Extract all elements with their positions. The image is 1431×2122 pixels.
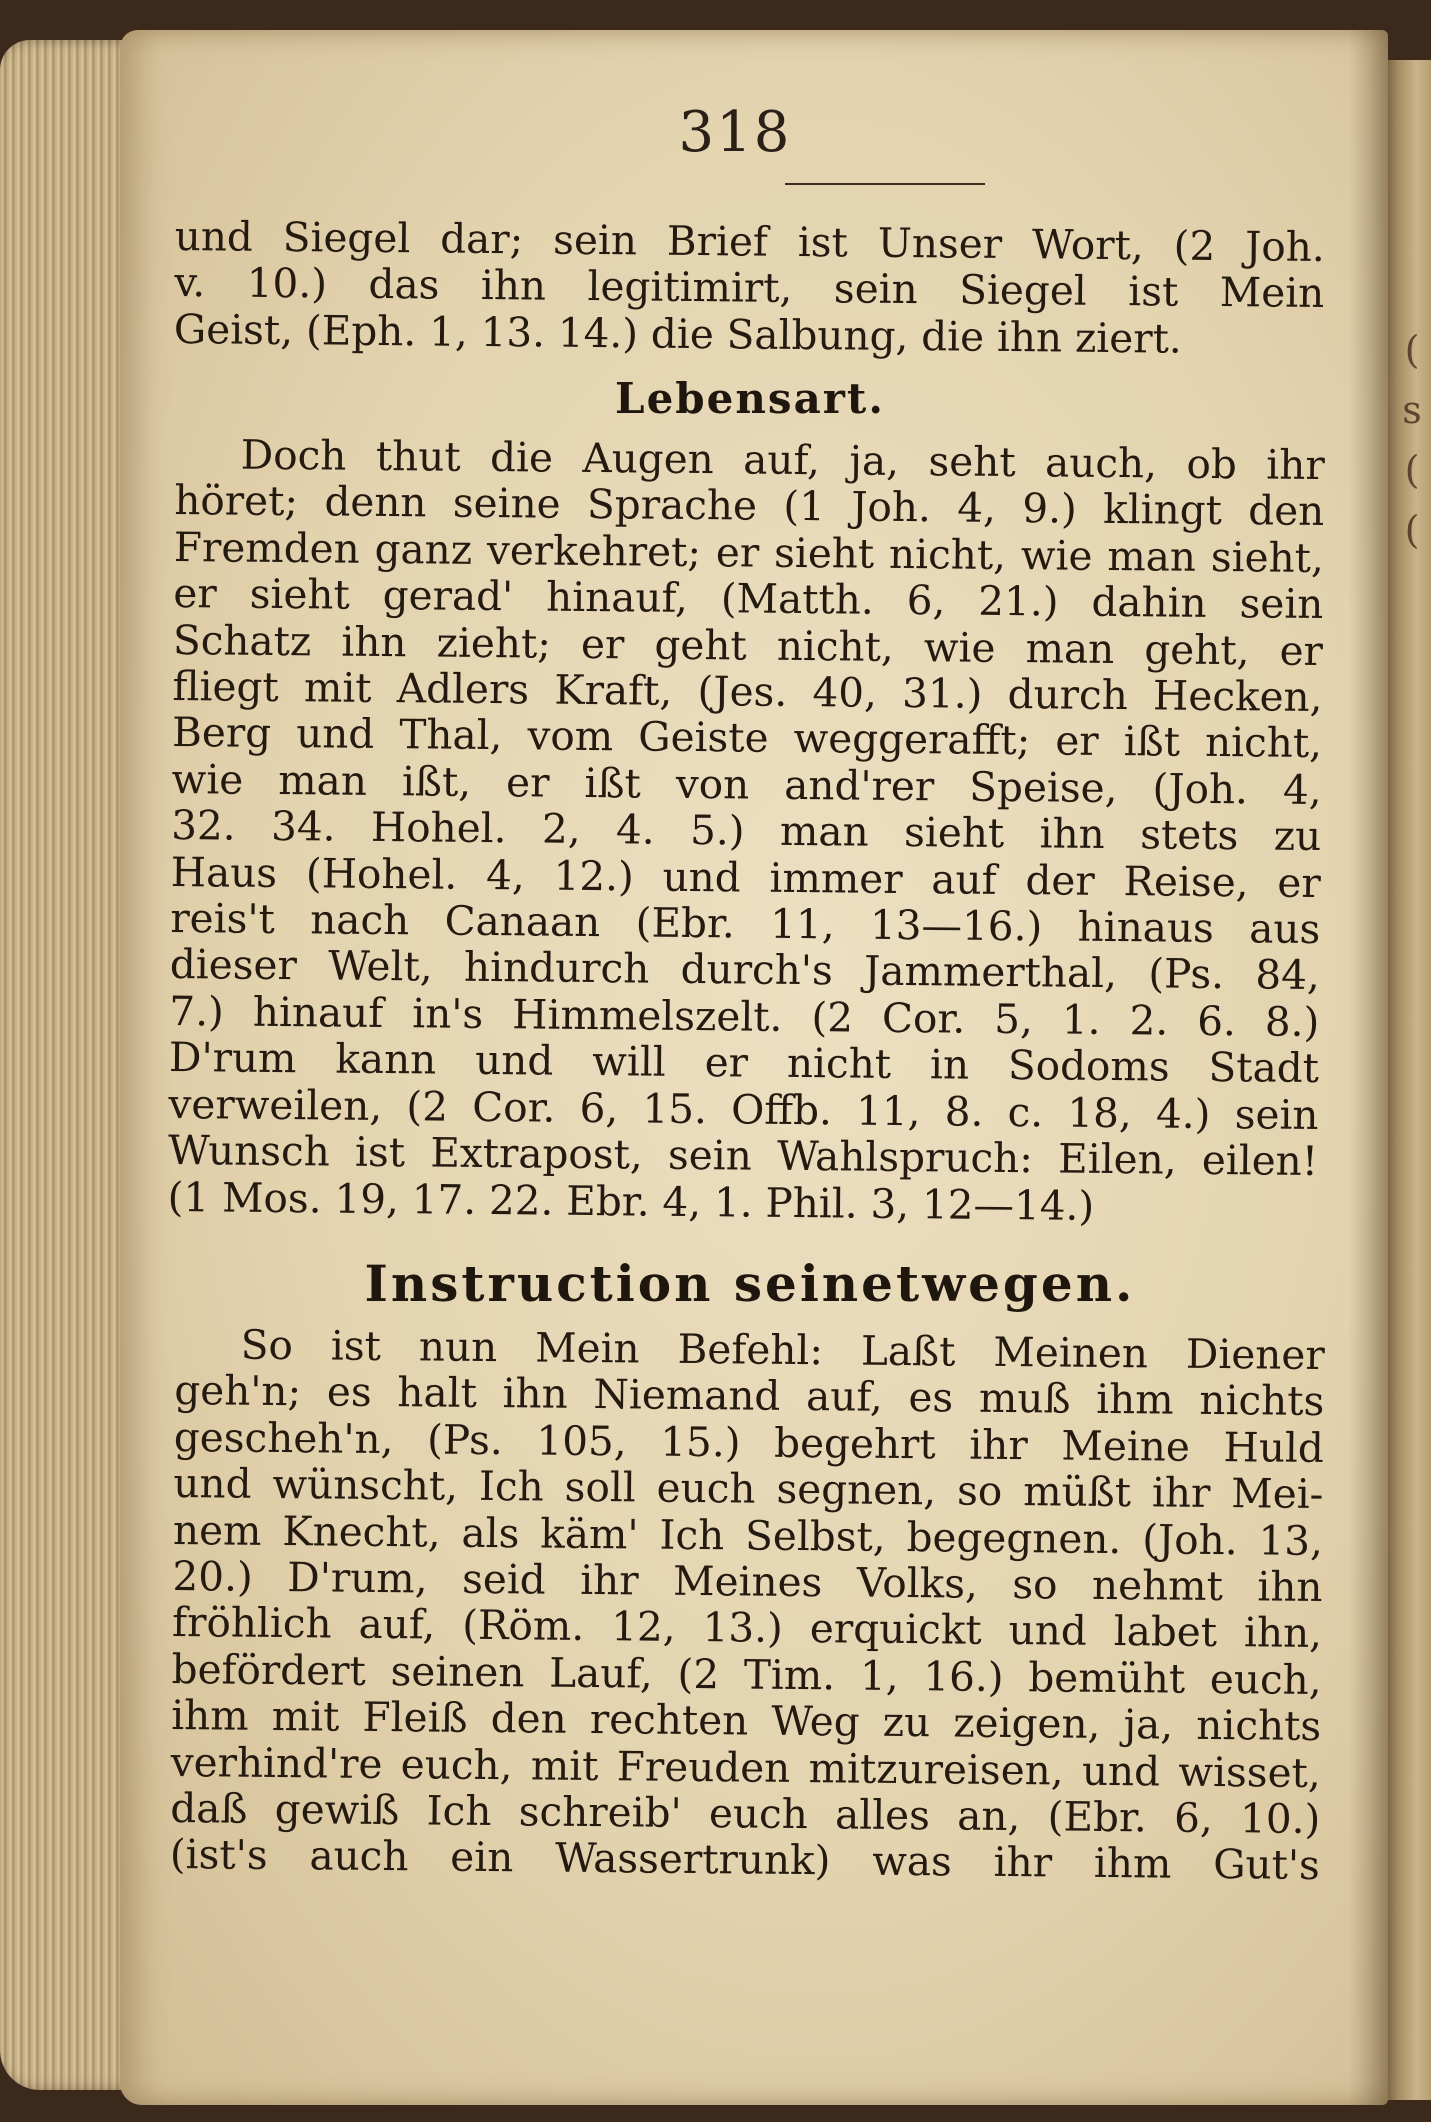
- facing-mark: (: [1404, 328, 1420, 372]
- text-line: (1 Mos. 19, 17. 22. Ebr. 4, 1. Phil. 3, 12—14.): [167, 1172, 1095, 1230]
- top-paragraph: [174, 213, 1325, 363]
- text-line: und Siegel dar; sein Brief ist Unser Wort, (2 Joh.: [174, 212, 1325, 272]
- text-line: fliegt mit Adlers Kraft, (Jes. 40, 31.) durch Hecken,: [172, 662, 1323, 722]
- text-line: Geist, (Eph. 1, 13. 14.) die Salbung, die ihn ziert.: [173, 304, 1182, 363]
- text-line: 32. 34. Hohel. 2, 4. 5.) man sieht ihn stets zu: [170, 801, 1322, 861]
- text-line: 7.) hinauf in's Himmelszelt. (2 Cor. 5, 1. 2. 6. 8.): [169, 987, 1320, 1047]
- text-line: ihm mit Fleiß den rechten Weg zu zeigen, ja, nichts: [170, 1691, 1322, 1751]
- page-number-rule: [785, 183, 985, 185]
- text-line: gescheh'n, (Ps. 105, 15.) begehrt ihr Meine Huld: [173, 1412, 1325, 1472]
- text-line: So ist nun Mein Befehl: Laßt Meinen Diener: [240, 1320, 1325, 1380]
- text-line: befördert seinen Lauf, (2 Tim. 1, 16.) bemüht euch,: [171, 1644, 1322, 1704]
- text-line: Berg und Thal, vom Geiste weggerafft; er ißt nicht,: [171, 708, 1323, 768]
- spine-shadow: [1348, 30, 1388, 2105]
- section-lebensart-body: [167, 431, 1325, 1231]
- section-heading-lebensart: Lebensart.: [615, 374, 885, 424]
- text-line: höret; denn seine Sprache (1 Joh. 4, 9.) klingt den: [174, 476, 1325, 536]
- text-line: (ist's auch ein Wassertrunk) was ihr ihm Gut's: [169, 1830, 1321, 1890]
- text-line: dieser Welt, hindurch durch's Jammerthal, (Ps. 84,: [169, 940, 1321, 1000]
- facing-mark: (: [1404, 448, 1420, 492]
- text-line: verhind're euch, mit Freuden mitzureisen, und wisset,: [170, 1737, 1321, 1797]
- page-content: [167, 100, 1325, 1890]
- text-line: und wünscht, Ich soll euch segnen, so müßt ihr Mei-: [173, 1459, 1324, 1519]
- facing-mark: (: [1404, 508, 1420, 552]
- text-line: v. 10.) das ihn legitimirt, sein Siegel ist Mein: [174, 258, 1325, 318]
- text-line: 20.) D'rum, seid ihr Meines Volks, so nehmt ihn: [172, 1552, 1323, 1612]
- text-line: Doch thut die Augen auf, ja, seht auch, ob ihr: [240, 430, 1325, 490]
- facing-mark: s: [1402, 388, 1422, 432]
- text-line: daß gewiß Ich schreib' euch alles an, (Ebr. 6, 10.): [170, 1784, 1321, 1844]
- text-line: wie man ißt, er ißt von and'rer Speise, (Joh. 4,: [171, 755, 1322, 815]
- text-line: nem Knecht, als käm' Ich Selbst, begegnen. (Joh. 13,: [172, 1505, 1324, 1565]
- facing-page-edge: [1383, 60, 1431, 2100]
- text-line: Schatz ihn zieht; er geht nicht, wie man geht, er: [172, 615, 1324, 675]
- text-line: Haus (Hohel. 4, 12.) und immer auf der Reise, er: [170, 847, 1321, 907]
- text-line: D'rum kann und will er nicht in Sodoms Stadt: [168, 1033, 1320, 1093]
- text-line: Fremden ganz verkehret; er sieht nicht, wie man sieht,: [173, 523, 1325, 583]
- text-line: verweilen, (2 Cor. 6, 15. Offb. 11, 8. c. 18, 4.) sein: [168, 1079, 1319, 1139]
- text-line: fröhlich auf, (Röm. 12, 13.) erquickt und labet ihn,: [171, 1598, 1323, 1658]
- section-heading-instruction: Instruction seinetwegen.: [364, 1254, 1136, 1314]
- text-line: reis't nach Canaan (Ebr. 11, 13—16.) hinaus aus: [170, 894, 1321, 954]
- text-line: geh'n; es halt ihn Niemand auf, es muß ihm nichts: [174, 1366, 1325, 1426]
- text-line: Wunsch ist Extrapost, sein Wahlspruch: Eilen, eilen!: [167, 1126, 1319, 1186]
- text-line: er sieht gerad' hinauf, (Matth. 6, 21.) dahin sein: [173, 569, 1324, 629]
- section-instruction-body: [170, 1321, 1325, 1889]
- facing-page-marks: [1397, 320, 1427, 560]
- page-number: 318: [678, 100, 792, 165]
